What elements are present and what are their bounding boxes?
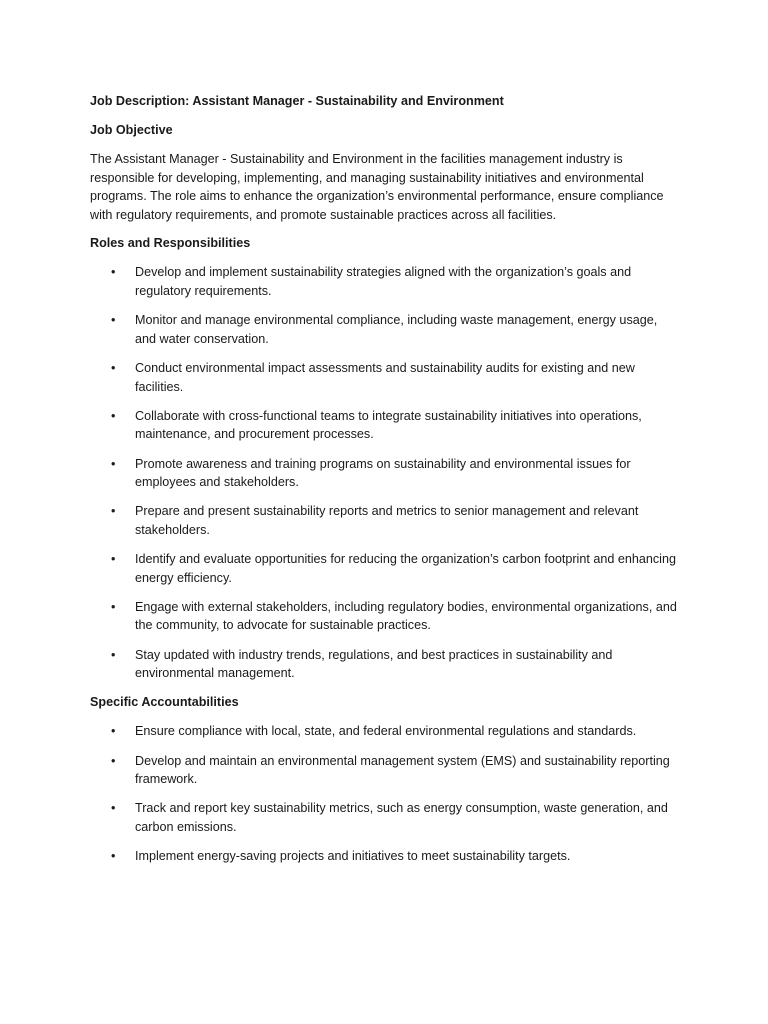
list-item-text: Engage with external stakeholders, including regulatory bodies, environmental organizations, and the community, to advocate for sustainable practices. bbox=[135, 599, 677, 633]
roles-list bbox=[90, 263, 678, 682]
objective-heading: Job Objective bbox=[90, 123, 173, 137]
list-item-text: Ensure compliance with local, state, and federal environmental regulations and standards. bbox=[135, 724, 637, 739]
accountabilities-heading: Specific Accountabilities bbox=[90, 695, 239, 710]
list-item bbox=[90, 407, 678, 444]
objective-paragraph: The Assistant Manager - Sustainability and Environment in the facilities management industry is responsible for developing, implementing, and managing sustainability initiatives and environmental programs. The role aims to enhance the organization’s environmental performance, ensure compliance with regulatory requirements, and promote sustainable practices across all facilities. bbox=[90, 152, 664, 222]
list-item-text: Prepare and present sustainability reports and metrics to senior management and relevant stakeholders. bbox=[135, 504, 639, 537]
list-item-text: Collaborate with cross-functional teams to integrate sustainability initiatives into operations, maintenance, and procurement processes. bbox=[135, 408, 642, 442]
bullet-icon: • bbox=[111, 408, 116, 423]
roles-heading: Roles and Responsibilities bbox=[90, 236, 251, 251]
list-item bbox=[90, 311, 678, 348]
document-title: Job Description: Assistant Manager - Sustainability and Environment bbox=[90, 94, 504, 108]
bullet-icon: • bbox=[111, 456, 116, 471]
list-item-text: Track and report key sustainability metrics, such as energy consumption, waste generation, and carbon emissions. bbox=[135, 801, 668, 834]
list-item-text: Develop and maintain an environmental management system (EMS) and sustainability reporting framework. bbox=[135, 753, 670, 787]
list-item-text: Stay updated with industry trends, regulations, and best practices in sustainability and environmental management. bbox=[135, 647, 613, 681]
list-item bbox=[90, 502, 678, 539]
bullet-icon: • bbox=[111, 504, 116, 519]
list-item bbox=[90, 359, 678, 396]
list-item bbox=[90, 550, 678, 587]
list-item-text: Monitor and manage environmental compliance, including waste management, energy usage, and water conservation. bbox=[135, 313, 658, 346]
bullet-icon: • bbox=[111, 647, 116, 662]
list-item-text: Promote awareness and training programs on sustainability and environmental issues for employees and stakeholders. bbox=[135, 456, 631, 490]
list-item bbox=[90, 847, 678, 866]
bullet-icon: • bbox=[111, 360, 116, 375]
list-item bbox=[90, 263, 678, 300]
list-item-text: Develop and implement sustainability strategies aligned with the organization’s goals and regulatory requirements. bbox=[135, 265, 632, 298]
bullet-icon: • bbox=[111, 313, 116, 328]
bullet-icon: • bbox=[111, 552, 116, 567]
list-item-text: Implement energy-saving projects and initiatives to meet sustainability targets. bbox=[135, 849, 571, 864]
bullet-icon: • bbox=[111, 849, 116, 864]
list-item bbox=[90, 752, 678, 789]
list-item bbox=[90, 598, 678, 635]
bullet-icon: • bbox=[111, 724, 116, 739]
accountabilities-list bbox=[90, 722, 678, 865]
list-item-text: Conduct environmental impact assessments and sustainability audits for existing and new facilities. bbox=[135, 360, 635, 394]
list-item-text: Identify and evaluate opportunities for reducing the organization’s carbon footprint and enhancing energy efficiency. bbox=[135, 552, 676, 585]
list-item bbox=[90, 455, 678, 492]
bullet-icon: • bbox=[111, 599, 116, 614]
list-item bbox=[90, 646, 678, 683]
bullet-icon: • bbox=[111, 753, 116, 768]
bullet-icon: • bbox=[111, 265, 116, 280]
list-item bbox=[90, 799, 678, 836]
bullet-icon: • bbox=[111, 801, 116, 816]
list-item bbox=[90, 722, 678, 741]
